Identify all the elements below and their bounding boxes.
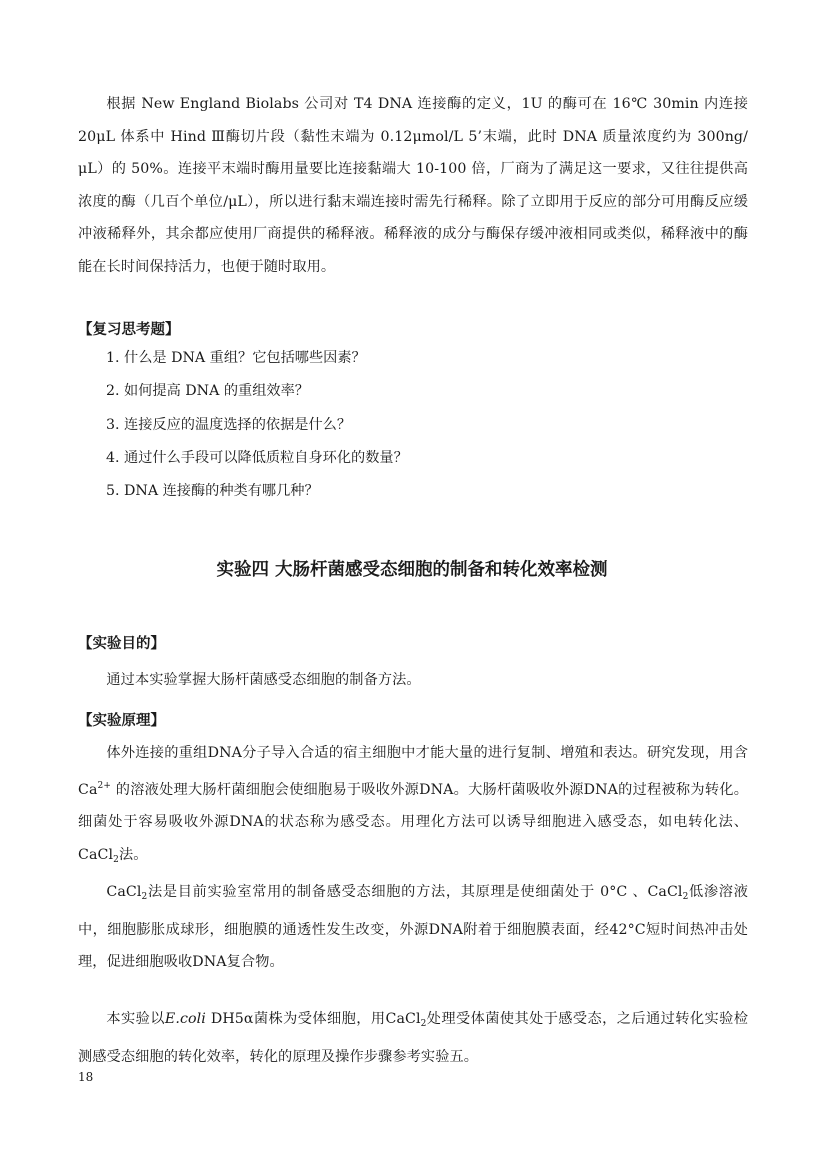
principle-heading: 【实验原理】 xyxy=(78,713,165,729)
review-question: 2. 如何提高 DNA 的重组效率？ xyxy=(106,383,309,400)
principle-paragraph-2: CaCl$_2$法是目前实验室常用的制备感受态细胞的方法，其原理是使细菌处于 0°C 、CaCl$_2$低渗溶液中，细胞膨胀成球形，细胞膜的通透性发生改变，外源DNA附着于细胞膜表面，经42°C短时间热冲击处理，促进细胞吸收DNA复合物。 xyxy=(78,884,748,970)
review-heading: 【复习思考题】 xyxy=(78,322,180,338)
purpose-text: 通过本实验掌握大肠杆菌感受态细胞的制备方法。 xyxy=(106,672,421,688)
purpose-heading: 【实验目的】 xyxy=(78,636,165,652)
review-question: 1. 什么是 DNA 重组？它包括哪些因素？ xyxy=(106,350,366,366)
experiment-title: 实验四 大肠杆菌感受态细胞的制备和转化效率检测 xyxy=(216,560,608,580)
intro-paragraph: 根据 New England Biolabs 公司对 T4 DNA 连接酶的定义，1U 的酶可在 16℃ 30min 内连接 20μL 体系中 Hind Ⅲ酶切片段（黏性末端为 0.12μmol/L 5’末端，此时 DNA 质量浓度约为 300ng/μL）的 50%。连接平末端时酶用量要比连接黏端大 10-100 倍，厂商为了满足这一要求，又往往提供高浓度的酶（几百个单位/μL），所以进行黏末端连接时需先行稀释。除了立即用于反应的部分可用酶反应缓冲液稀释外，其余都应使用厂商提供的稀释液。稀释液的成分与酶保存缓冲液相同或类似，稀释液中的酶能在长时间保持活力，也便于随时取用。 xyxy=(78,96,748,275)
page-number: 18 xyxy=(78,1070,94,1084)
review-question: 5. DNA 连接酶的种类有哪几种？ xyxy=(106,483,319,500)
review-question: 4. 通过什么手段可以降低质粒自身环化的数量？ xyxy=(106,449,408,466)
review-question-list xyxy=(106,342,408,508)
review-question: 3. 连接反应的温度选择的依据是什么？ xyxy=(106,416,352,433)
principle-paragraph-1: 体外连接的重组DNA分子导入合适的宿主细胞中才能大量的进行复制、增殖和表达。研究发现，用含$Ca^{2+}$ 的溶液处理大肠杆菌细胞会使细胞易于吸收外源DNA。大肠杆菌吸收外源DNA的过程被称为转化。细菌处于容易吸收外源DNA的状态称为感受态。用理化方法可以诱导细胞进入感受态，如电转化法、CaCl$_2$法。 xyxy=(78,745,748,865)
principle-paragraph-3: 本实验以E.coli DH5α菌株为受体细胞，用CaCl$_2$处理受体菌使其处于感受态，之后通过转化实验检测感受态细胞的转化效率，转化的原理及操作步骤参考实验五。 xyxy=(78,1011,749,1065)
